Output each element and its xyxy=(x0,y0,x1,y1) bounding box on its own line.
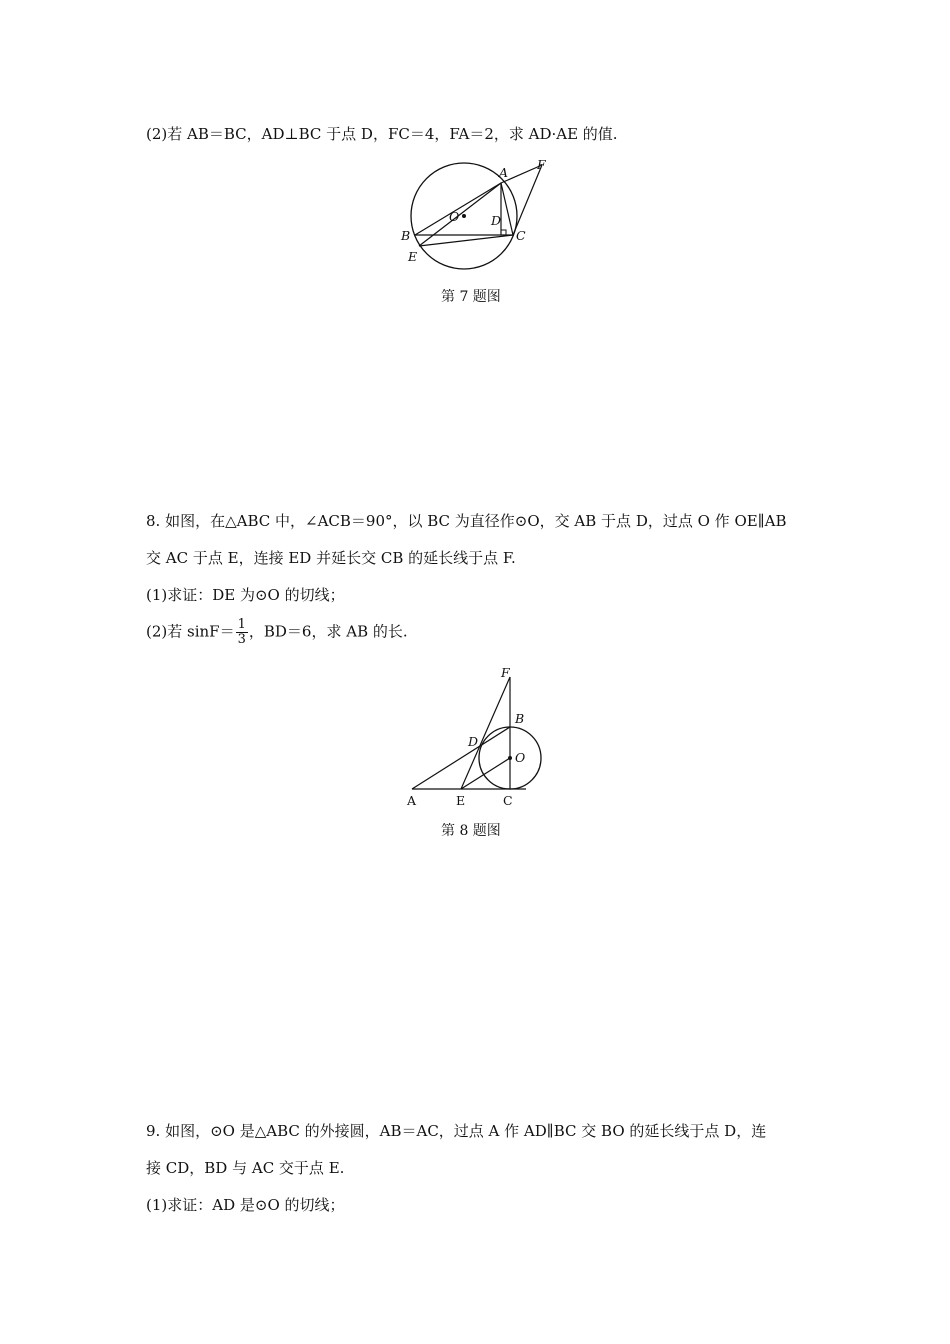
problem8-part1: (1)求证：DE 为⊙O 的切线； xyxy=(146,586,345,604)
problem8-part2-suffix: ，BD＝6，求 AB 的长. xyxy=(248,622,408,641)
fig8-label-D: D xyxy=(468,734,479,749)
fig7-center-dot xyxy=(462,214,466,218)
fig8-label-B: B xyxy=(515,711,525,726)
fig7-label-B: B xyxy=(401,228,411,243)
figure-8 xyxy=(395,660,555,812)
fig7-right-angle-mark xyxy=(501,230,506,235)
fig8-segment-EF xyxy=(461,677,510,789)
problem9-line1: 9. 如图，⊙O 是△ABC 的外接圆，AB＝AC，过点 A 作 AD∥BC 交 BO 的延长线于点 D，连 xyxy=(146,1122,767,1140)
figure-7-caption: 第 7 题图 xyxy=(441,289,501,305)
fraction-numerator: 1 xyxy=(237,617,246,632)
fig7-label-D: D xyxy=(491,213,502,228)
problem9-line2: 接 CD，BD 与 AC 交于点 E. xyxy=(146,1159,345,1177)
fig8-segment-AB xyxy=(412,727,510,789)
fig7-label-O: O xyxy=(449,209,460,224)
figure-8-caption: 第 8 题图 xyxy=(441,823,501,839)
fig7-segment-EC xyxy=(419,235,513,246)
fig8-label-E: E xyxy=(456,793,466,808)
problem8-line1: 8. 如图，在△ABC 中，∠ACB＝90°，以 BC 为直径作⊙O，交 AB 于点 D，过点 O 作 OE∥AB xyxy=(146,512,787,530)
fig7-label-C: C xyxy=(516,228,526,243)
fig8-label-O: O xyxy=(515,750,526,765)
fig8-center-dot xyxy=(508,756,512,760)
fraction-denominator: 3 xyxy=(237,632,246,647)
problem7-part2: (2)若 AB＝BC，AD⊥BC 于点 D，FC＝4，FA＝2，求 AD·AE 的值. xyxy=(146,125,618,143)
figure-7 xyxy=(395,155,555,280)
fig8-label-A: A xyxy=(407,793,417,808)
fraction-one-third xyxy=(236,618,248,647)
fig8-label-C: C xyxy=(503,793,513,808)
fig8-label-F: F xyxy=(501,665,510,680)
problem9-part1: (1)求证：AD 是⊙O 的切线； xyxy=(146,1196,345,1214)
fig7-label-F: F xyxy=(537,157,546,172)
fig7-segment-AE xyxy=(419,183,501,246)
problem8-line2: 交 AC 于点 E，连接 ED 并延长交 CB 的延长线于点 F. xyxy=(146,549,516,567)
problem8-part2 xyxy=(146,618,408,647)
fig7-label-E: E xyxy=(408,249,418,264)
fig7-label-A: A xyxy=(499,165,509,180)
problem8-part2-prefix: (2)若 sinF＝ xyxy=(146,622,235,641)
